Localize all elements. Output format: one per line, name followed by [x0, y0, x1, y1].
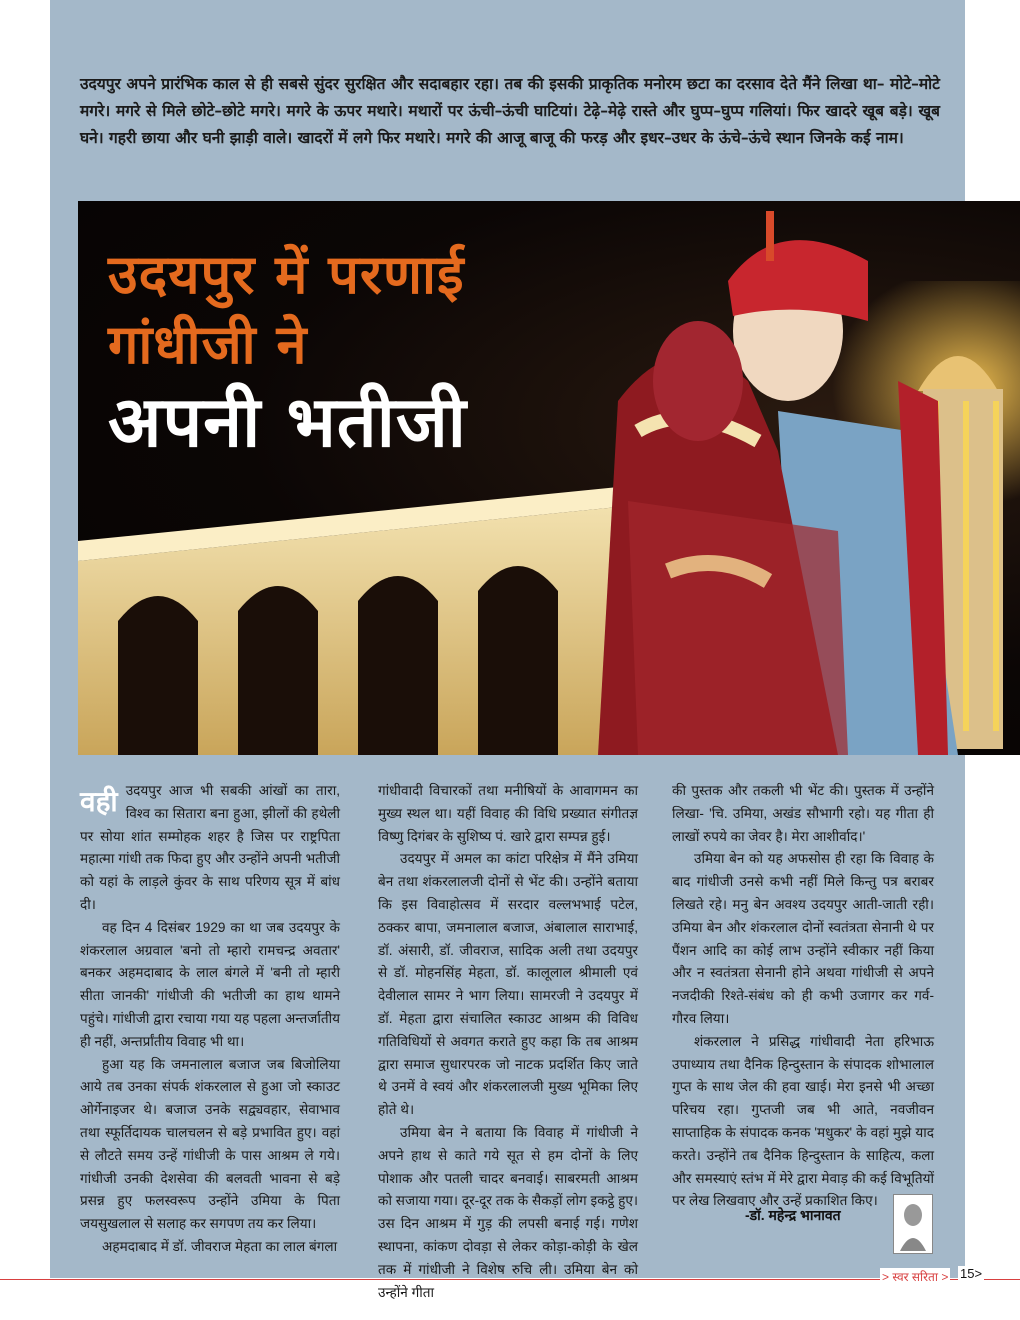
article-paragraph: की पुस्तक और तकली भी भेंट की। पुस्तक में उन्होंने लिखा- 'चि. उमिया, अखंड सौभागी रहो। यह गीता ही लाखों रुपये का जेवर है। मेरा आशीर्वाद।': [672, 783, 934, 844]
article-column-1: [80, 780, 340, 1259]
title-line-2: गांधीजी ने: [108, 313, 308, 376]
article-column-2: [378, 780, 638, 1304]
article-paragraph: गांधीवादी विचारकों तथा मनीषियों के आवागमन का मुख्य स्थल था। यहीं विवाह की विधि प्रख्यात संगीतज्ञ विष्णु दिगंबर के सुशिष्य पं. खारे द्वारा सम्पन्न हुई।: [378, 783, 638, 844]
author-portrait-icon: [894, 1195, 932, 1253]
footer-magazine-name: > स्वर सरिता >: [882, 1270, 949, 1284]
article-paragraph: वह दिन 4 दिसंबर 1929 का था जब उदयपुर के शंकरलाल अग्रवाल 'बनो तो म्हारो रामचन्द्र अवतार' बनकर अहमदाबाद के लाल बंगले में 'बनी तो म्हारी सीता जानकी' गांधीजी की भतीजी का हाथ थामने पहुंचे। गांधीजी द्वारा रचाया गया यह पहला अन्तर्जातीय ही नहीं, अन्तर्प्रांतीय विवाह भी था।: [80, 919, 340, 1049]
author-signature: -डॉ. महेन्द्र भानावत: [745, 1207, 841, 1223]
article-paragraph: अहमदाबाद में डॉ. जीवराज मेहता का लाल बंगला: [102, 1238, 338, 1254]
article-column-3: [672, 780, 934, 1213]
author-thumbnail: [893, 1194, 933, 1254]
page-number: 15>: [960, 1266, 983, 1281]
article-paragraph: उमिया बेन ने बताया कि विवाह में गांधीजी ने अपने हाथ से काते गये सूत से हम दोनों के लिए पोशाक और पतली चादर बनवाई। साबरमती आश्रम को सजाया गया। दूर-दूर तक के सैकड़ों लोग इकट्ठे हुए। उस दिन आश्रम में गुड़ की लपसी बनाई गई। गणेश स्थापना, कांकण दोवड़ा से लेकर कोड़ा-कोड़ी के खेल तक में गांधीजी ने विशेष रुचि ली। उमिया बेन को उन्होंने गीता: [378, 1124, 638, 1300]
article-paragraph: उमिया बेन को यह अफसोस ही रहा कि विवाह के बाद गांधीजी उनसे कभी नहीं मिले किन्तु पत्र बराबर लिखते रहे। मनु बेन अवश्य उदयपुर आती-जाती रही। उमिया बेन और शंकरलाल दोनों स्वतंत्रता सेनानी थे पर पैंशन आदि का कोई लाभ उन्होंने स्वीकार नहीं किया और न स्वतंत्रता सेनानी होने अथवा गांधीजी से अपने नजदीकी रिश्ते-संबंध को ही कभी उजागर कर गर्व-गौरव लिया।: [672, 851, 934, 1026]
article-paragraph: शंकरलाल ने प्रसिद्ध गांधीवादी नेता हरिभाऊ उपाध्याय तथा दैनिक हिन्दुस्तान के संपादक शोभालाल गुप्त के साथ जेल की हवा खाई। मेरा इनसे भी अच्छा परिचय रहा। गुप्तजी जब भी आते, नवजीवन साप्ताहिक के संपादक कनक 'मधुकर' के वहां मुझे याद करते। उन्होंने तब दैनिक हिन्दुस्तान के साहित्य, कला और समस्याएं स्तंभ में मेरे द्वारा मेवाड़ की कई विभूतियों पर लेख लिखवाए और उन्हें प्रकाशित किए।: [672, 1033, 934, 1209]
intro-paragraph: उदयपुर अपने प्रारंभिक काल से ही सबसे सुंदर सुरक्षित और सदाबहार रहा। तब की इसकी प्राकृतिक मनोरम छटा का दरसाव देते मैंने लिखा था– मोटे–मोटे मगरे। मगरे से मिले छोटे–छोटे मगरे। मगरे के ऊपर मथारे। मथारों पर ऊंची–ऊंची घाटियां। टेढ़े–मेढ़े रास्ते और घुप्प–घुप्प गलियां। फिर खादरे खूब बड़े। खूब घने। गहरी छाया और घनी झाड़ी वाले। खादरों में लगे फिर मथारे। मगरे की आजू बाजू की फरड़ और इधर–उधर के ऊंचे–ऊंचे स्थान जिनके कई नाम।: [80, 74, 940, 147]
title-line-1: उदयपुर में परणाई: [108, 243, 465, 306]
article-paragraph: उदयपुर आज भी सबकी आंखों का तारा, विश्व का सितारा बना हुआ, झीलों की हथेली पर सोया शांत सम्मोहक शहर है जिस पर राष्ट्रपिता महात्मा गांधी तक फिदा हुए और उन्होंने अपनी भतीजी को यहां के लाड़ले कुंवर के साथ परिणय सूत्र में बांध दी।: [80, 783, 340, 912]
article-paragraph: हुआ यह कि जमनालाल बजाज जब बिजोलिया आये तब उनका संपर्क शंकरलाल से हुआ जो स्काउट ओर्गेनाइजर थे। बजाज उनके सद्व्यवहार, सेवाभाव तथा स्फूर्तिदायक चालचलन से बड़े प्रभावित हुए। वहां से लौटते समय उन्हें गांधीजी के पास आश्रम ले गये। गांधीजी उनकी देशसेवा की बलवती भावना से बड़े प्रसन्न हुए फलस्वरूप उन्होंने उमिया के पिता जयसुखलाल से सलाह कर सगपण तय कर लिया।: [80, 1056, 340, 1232]
article-paragraph: उदयपुर में अमल का कांटा परिक्षेत्र में मैंने उमिया बेन तथा शंकरलालजी दोनों से भेंट की। उन्होंने बताया कि इस विवाहोत्सव में सरदार वल्लभभाई पटेल, ठक्कर बापा, जमनालाल बजाज, अंबालाल साराभाई, डॉ. अंसारी, डॉ. जीवराज, सादिक अली तथा उदयपुर से डॉ. मोहनसिंह मेहता, डॉ. कालूलाल श्रीमाली एवं देवीलाल सामर ने भाग लिया। सामरजी ने उदयपुर में डॉ. मेहता द्वारा संचालित स्काउट आश्रम की विविध गतिविधियों से अवगत कराते हुए कहा कि तब आश्रम द्वारा समाज सुधारपरक जो नाटक प्रदर्शित किए जाते थे उनमें वे स्वयं और शंकरलालजी मुख्य भूमिका लिए होते थे।: [378, 851, 638, 1118]
hero-photo: [78, 201, 1020, 755]
title-line-3: अपनी भतीजी: [108, 381, 467, 463]
footer-rule: [0, 1279, 1020, 1280]
dropcap: वही: [80, 785, 118, 818]
